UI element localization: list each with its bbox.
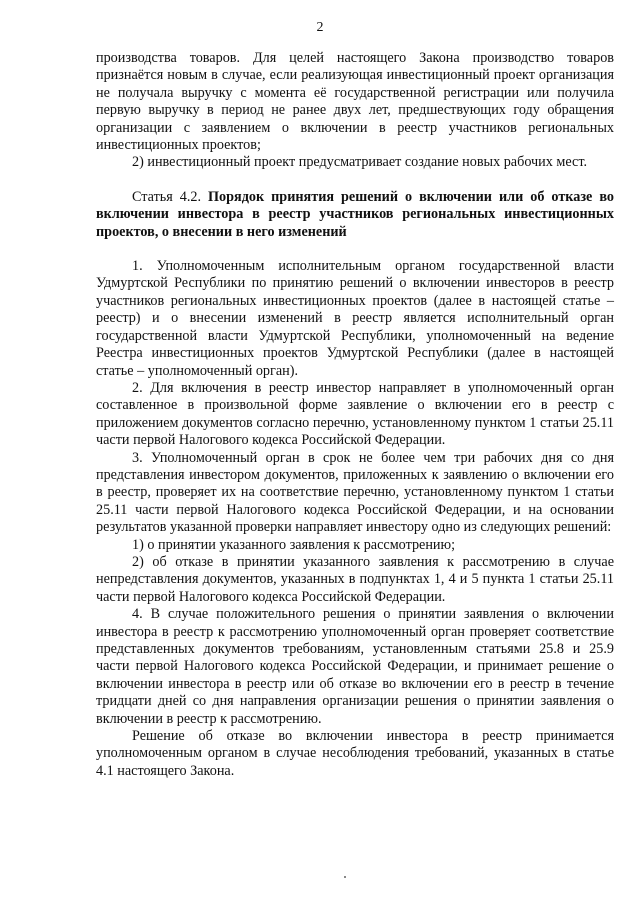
spacer	[96, 172, 614, 189]
scan-dot	[344, 876, 346, 878]
list-item-2: 2) об отказе в принятии указанного заявления к рассмотрению в случае непредставления документов, указанных в подпунктах 1, 4 и 5 пункта 1 статьи 25.11 части первой Налогового кодекса Российской Федерации.	[96, 553, 614, 605]
list-item-1: 1) о принятии указанного заявления к рассмотрению;	[132, 536, 456, 553]
intro-paragraph-1: производства товаров. Для целей настоящего Закона производство товаров признаётся новым в случае, если реализующая инвестиционный проект организация не получала выручку с момента её государственной регистрации или получила первую выручку в период не ранее двух лет, предшествующих году обращения организации с заявлением о включении в реестр участников региональных инвестиционных проектов;	[96, 50, 614, 154]
article-title: Порядок принятия решений о включении или об отказе во включении инвестора в реестр участников региональных инвестиционных проектов, о внесении в него изменений	[96, 188, 614, 240]
article-heading	[96, 189, 614, 241]
article-label: Статья 4.2.	[132, 188, 209, 205]
paragraph-3: 3. Уполномоченный орган в срок не более чем три рабочих дня со дня представления инвестором документов, приложенных к заявлению о включении его в реестр, проверяет их на соответствие перечню, установленному пунктом 1 статьи 25.11 части первой Налогового кодекса Российской Федерации, и на основании результатов указанной проверки направляет инвестору одно из следующих решений:	[96, 449, 614, 536]
paragraph-2: 2. Для включения в реестр инвестор направляет в уполномоченный орган составленное в произвольной форме заявление о включении его в реестр с приложением документов согласно перечню, установленному пунктом 1 статьи 25.11 части первой Налогового кодекса Российской Федерации.	[96, 379, 614, 449]
intro-paragraph-2: 2) инвестиционный проект предусматривает создание новых рабочих мест.	[132, 154, 588, 171]
paragraph-1: 1. Уполномоченным исполнительным органом государственной власти Удмуртской Республики по принятию решений о включении инвесторов в реестр участников региональных инвестиционных проектов (далее в настоящей статье – реестр) и о внесении изменений в реестр является исполнительный орган государственной власти Удмуртской Республики, уполномоченный на ведение Реестра инвестиционных проектов Удмуртской Республики (далее в настоящей статье – уполномоченный орган).	[96, 258, 614, 379]
paragraph-4: 4. В случае положительного решения о принятии заявления о включении инвестора в реестр к рассмотрению уполномоченный орган проверяет соответствие представленных документов требованиям, установленным статьями 25.8 и 25.9 части первой Налогового кодекса Российской Федерации, и принимает решение о включении инвестора в реестр или об отказе во включении его в реестр в течение тридцати дней со дня направления организации решения о принятии заявления о включении в реестр к рассмотрению.	[96, 606, 614, 727]
paragraph-5: Решение об отказе во включении инвестора в реестр принимается уполномоченным органом в случае несоблюдения требований, указанных в статье 4.1 настоящего Закона.	[96, 728, 614, 779]
page-number: 2	[316, 20, 324, 35]
spacer	[96, 241, 614, 258]
document-body	[96, 50, 614, 780]
